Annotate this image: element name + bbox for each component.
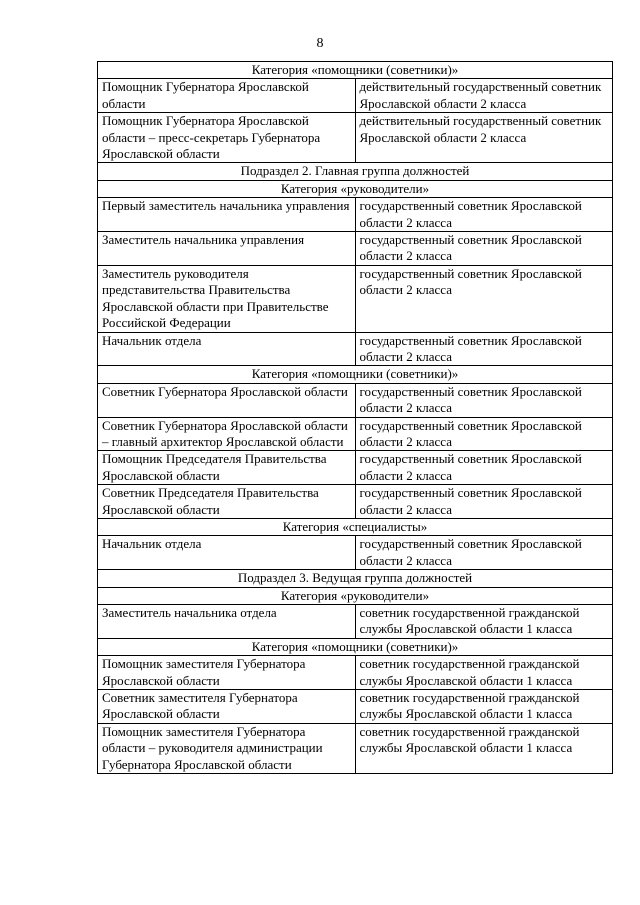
category-heading-row	[98, 638, 613, 655]
position-cell: Помощник заместителя Губернатора Ярославской области	[98, 656, 356, 690]
rank-cell: государственный советник Ярославской области 2 класса	[355, 485, 613, 519]
rank-cell: государственный советник Ярославской области 2 класса	[355, 265, 613, 332]
table-row	[98, 723, 613, 773]
subsection-heading: Подраздел 2. Главная группа должностей	[98, 163, 613, 180]
table-row	[98, 690, 613, 724]
rank-cell: государственный советник Ярославской области 2 класса	[355, 451, 613, 485]
table-row	[98, 605, 613, 639]
position-cell: Заместитель руководителя представительства Правительства Ярославской области при Правительстве Российской Федерации	[98, 265, 356, 332]
position-cell: Советник Губернатора Ярославской области – главный архитектор Ярославской области	[98, 417, 356, 451]
category-heading: Категория «помощники (советники)»	[98, 366, 613, 383]
category-heading-row	[98, 518, 613, 535]
table-row	[98, 113, 613, 163]
table-row	[98, 265, 613, 332]
rank-cell: советник государственной гражданской службы Ярославской области 1 класса	[355, 690, 613, 724]
table-row	[98, 198, 613, 232]
rank-cell: государственный советник Ярославской области 2 класса	[355, 383, 613, 417]
position-cell: Помощник Губернатора Ярославской области	[98, 79, 356, 113]
position-cell: Советник Председателя Правительства Ярославской области	[98, 485, 356, 519]
category-heading-row	[98, 587, 613, 604]
category-heading: Категория «помощники (советники)»	[98, 62, 613, 79]
position-cell: Заместитель начальника отдела	[98, 605, 356, 639]
position-cell: Помощник Губернатора Ярославской области – пресс-секретарь Губернатора Ярославской области	[98, 113, 356, 163]
rank-cell: государственный советник Ярославской области 2 класса	[355, 232, 613, 266]
rank-cell: действительный государственный советник Ярославской области 2 класса	[355, 79, 613, 113]
position-cell: Советник Губернатора Ярославской области	[98, 383, 356, 417]
table-row	[98, 536, 613, 570]
category-heading-row	[98, 366, 613, 383]
table-row	[98, 485, 613, 519]
rank-cell: государственный советник Ярославской области 2 класса	[355, 536, 613, 570]
subsection-heading-row	[98, 163, 613, 180]
table-row	[98, 656, 613, 690]
rank-cell: государственный советник Ярославской области 2 класса	[355, 198, 613, 232]
page-number: 8	[316, 36, 324, 51]
rank-cell: действительный государственный советник Ярославской области 2 класса	[355, 113, 613, 163]
table-row	[98, 332, 613, 366]
positions-table	[97, 61, 613, 774]
table-row	[98, 79, 613, 113]
rank-cell: государственный советник Ярославской области 2 класса	[355, 417, 613, 451]
table-row	[98, 383, 613, 417]
category-heading-row	[98, 62, 613, 79]
position-cell: Начальник отдела	[98, 332, 356, 366]
position-cell: Помощник Председателя Правительства Ярославской области	[98, 451, 356, 485]
table-row	[98, 451, 613, 485]
position-cell: Советник заместителя Губернатора Ярославской области	[98, 690, 356, 724]
category-heading: Категория «помощники (советники)»	[98, 638, 613, 655]
table-row	[98, 232, 613, 266]
position-cell: Первый заместитель начальника управления	[98, 198, 356, 232]
position-cell: Заместитель начальника управления	[98, 232, 356, 266]
category-heading: Категория «руководители»	[98, 180, 613, 197]
category-heading: Категория «специалисты»	[98, 518, 613, 535]
subsection-heading-row	[98, 570, 613, 587]
rank-cell: советник государственной гражданской службы Ярославской области 1 класса	[355, 605, 613, 639]
rank-cell: советник государственной гражданской службы Ярославской области 1 класса	[355, 656, 613, 690]
table-row	[98, 417, 613, 451]
category-heading-row	[98, 180, 613, 197]
rank-cell: государственный советник Ярославской области 2 класса	[355, 332, 613, 366]
subsection-heading: Подраздел 3. Ведущая группа должностей	[98, 570, 613, 587]
position-cell: Помощник заместителя Губернатора области – руководителя администрации Губернатора Ярославской области	[98, 723, 356, 773]
rank-cell: советник государственной гражданской службы Ярославской области 1 класса	[355, 723, 613, 773]
category-heading: Категория «руководители»	[98, 587, 613, 604]
position-cell: Начальник отдела	[98, 536, 356, 570]
